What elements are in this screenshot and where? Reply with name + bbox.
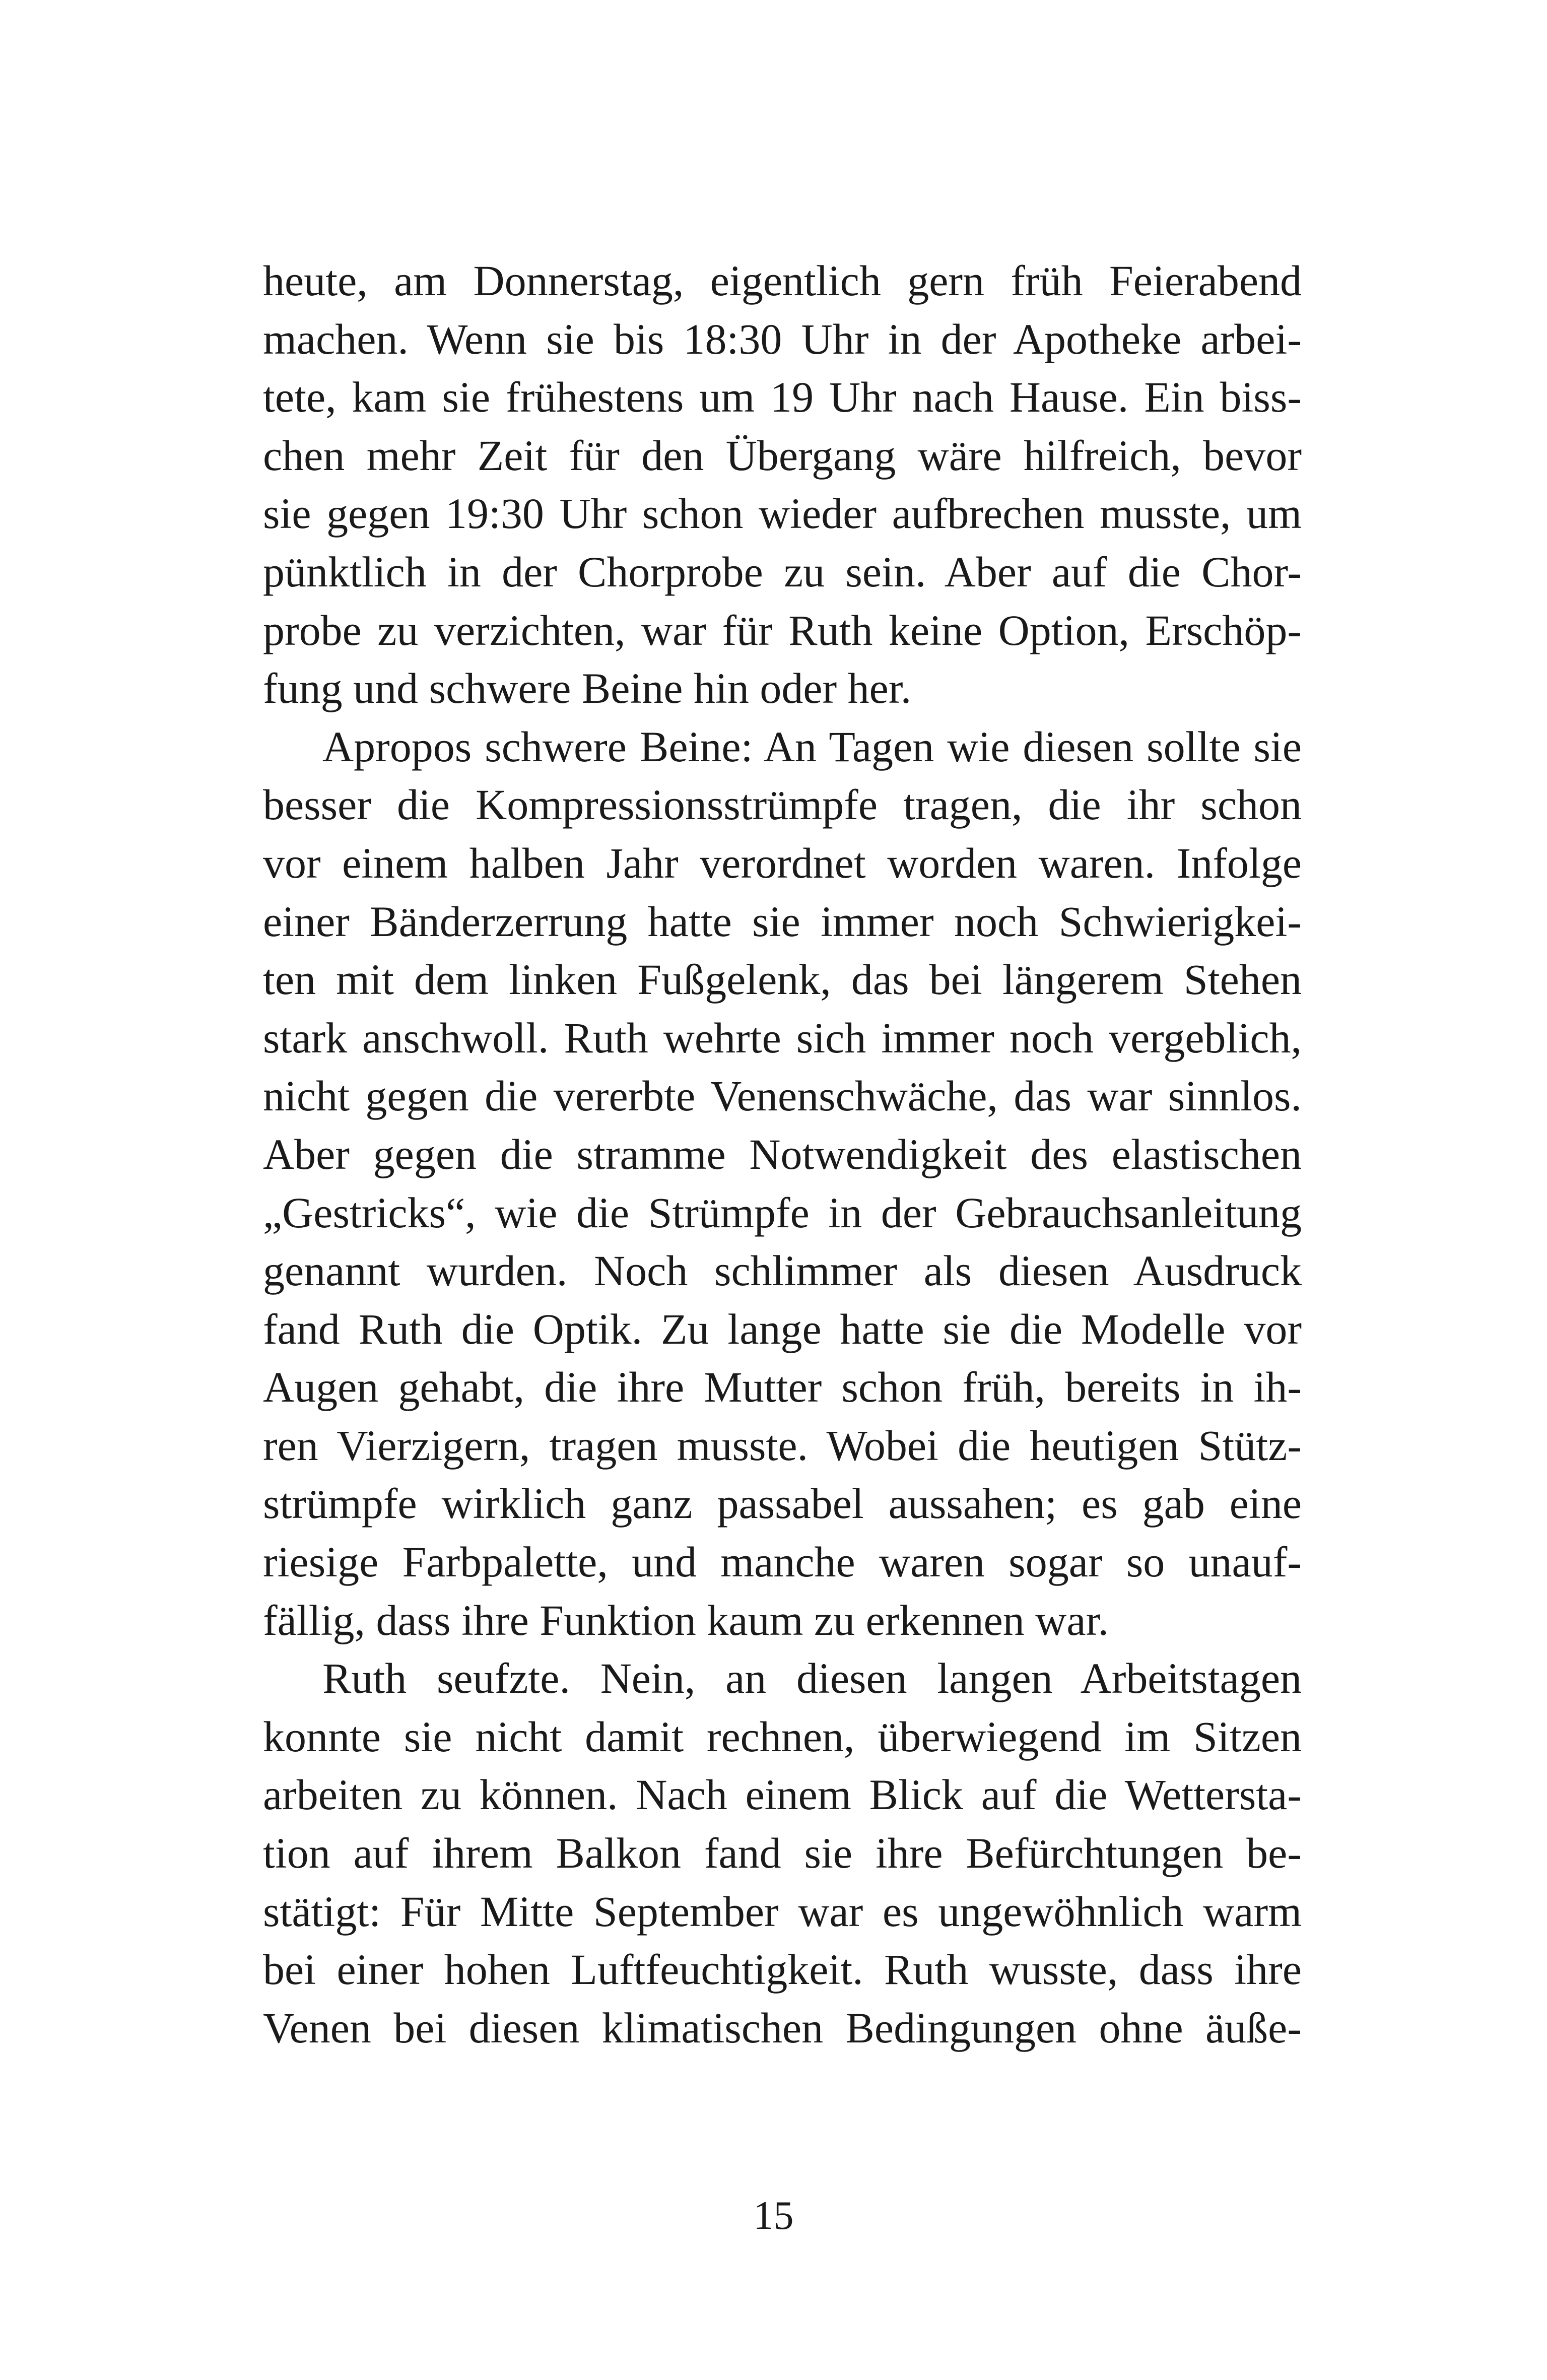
text-line: fand Ruth die Optik. Zu lange hatte sie die Modelle vor (263, 1304, 1302, 1353)
body-text (263, 252, 1302, 2057)
text-line: fung und schwere Beine hin oder her. (263, 664, 912, 713)
text-line: chen mehr Zeit für den Übergang wäre hilfreich, bevor (263, 431, 1302, 480)
text-line: pünktlich in der Chorprobe zu sein. Aber auf die Chor- (263, 547, 1302, 596)
text-line: Venen bei diesen klimatischen Bedingungen ohne äuße- (263, 2003, 1302, 2052)
text-line: sie gegen 19:30 Uhr schon wieder aufbrechen musste, um (263, 489, 1302, 538)
text-line: stark anschwoll. Ruth wehrte sich immer noch vergeblich, (263, 1013, 1302, 1062)
text-line: strümpfe wirklich ganz passabel aussahen; es gab eine (263, 1479, 1302, 1528)
page-number: 15 (753, 2194, 794, 2238)
text-line: besser die Kompressionsstrümpfe tragen, die ihr schon (263, 780, 1302, 829)
text-line: ten mit dem linken Fußgelenk, das bei längerem Stehen (263, 955, 1302, 1004)
text-line: fällig, dass ihre Funktion kaum zu erkennen war. (263, 1596, 1109, 1644)
text-line: vor einem halben Jahr verordnet worden waren. Infolge (263, 838, 1302, 887)
text-line: Apropos schwere Beine: An Tagen wie diesen sollte sie (322, 722, 1302, 771)
text-line: „Gestricks“, wie die Strümpfe in der Gebrauchsanleitung (263, 1188, 1302, 1237)
text-line: einer Bänderzerrung hatte sie immer noch Schwierigkei- (263, 897, 1302, 946)
text-line: ren Vierzigern, tragen musste. Wobei die heutigen Stütz- (263, 1421, 1302, 1470)
text-line: konnte sie nicht damit rechnen, überwiegend im Sitzen (263, 1712, 1302, 1761)
text-line: probe zu verzichten, war für Ruth keine Option, Erschöp- (263, 606, 1302, 654)
text-line: tete, kam sie frühestens um 19 Uhr nach Hause. Ein biss- (263, 373, 1302, 422)
text-line: bei einer hohen Luftfeuchtigkeit. Ruth wusste, dass ihre (263, 1945, 1302, 1994)
text-line: stätigt: Für Mitte September war es ungewöhnlich warm (263, 1887, 1302, 1936)
text-line: tion auf ihrem Balkon fand sie ihre Befürchtungen be- (263, 1829, 1302, 1878)
text-line: genannt wurden. Noch schlimmer als diesen Ausdruck (263, 1246, 1302, 1295)
text-line: arbeiten zu können. Nach einem Blick auf die Wettersta- (263, 1770, 1302, 1819)
text-line: nicht gegen die vererbte Venenschwäche, das war sinnlos. (263, 1072, 1302, 1120)
text-line: heute, am Donnerstag, eigentlich gern früh Feierabend (263, 256, 1302, 305)
text-line: Aber gegen die stramme Notwendigkeit des elastischen (263, 1130, 1302, 1178)
text-line: riesige Farbpalette, und manche waren sogar so unauf- (263, 1538, 1302, 1586)
text-line: Ruth seufzte. Nein, an diesen langen Arbeitstagen (322, 1654, 1302, 1703)
text-line: Augen gehabt, die ihre Mutter schon früh, bereits in ih- (263, 1363, 1302, 1412)
text-line: machen. Wenn sie bis 18:30 Uhr in der Apotheke arbei- (263, 314, 1302, 363)
